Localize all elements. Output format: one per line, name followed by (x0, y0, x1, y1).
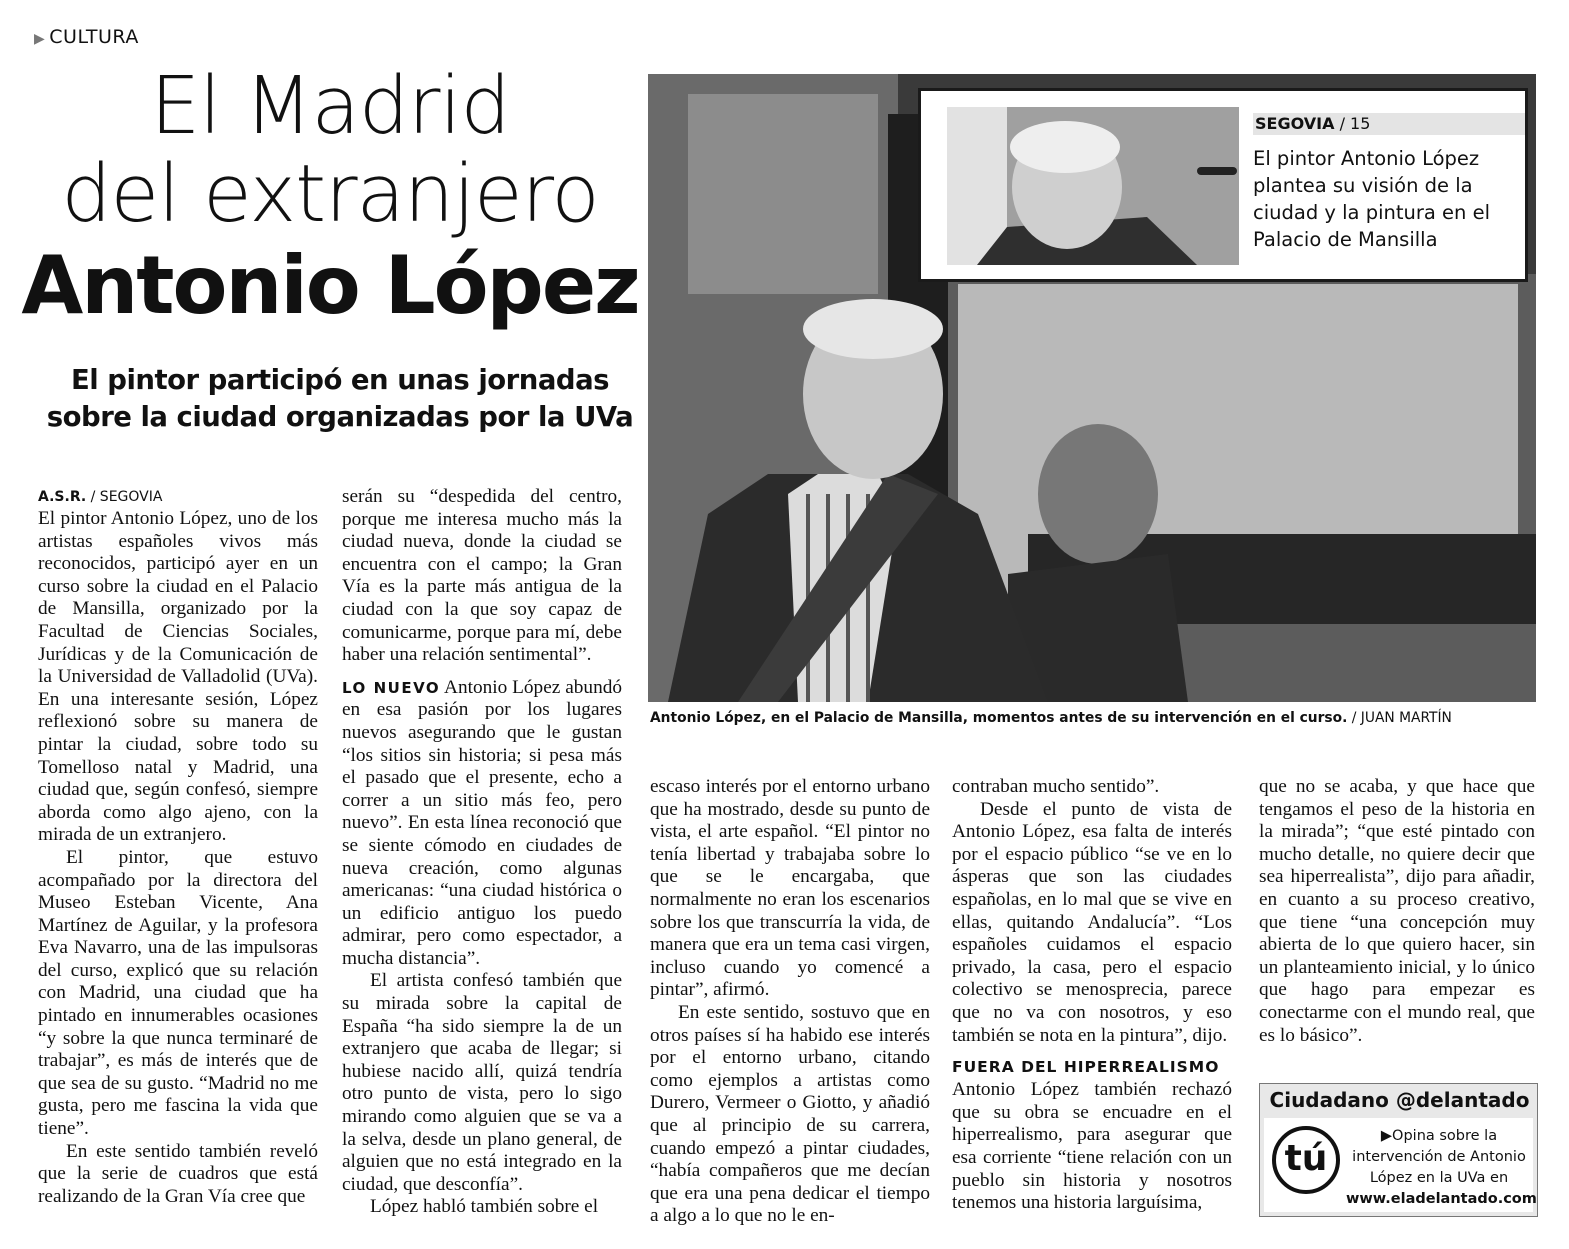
subsection-heading: FUERA DEL HIPERREALISMO (952, 1058, 1220, 1077)
headline-line-2: del extranjero (61, 148, 599, 240)
byline (38, 486, 318, 508)
article-column-5 (1259, 776, 1535, 1047)
headline-line-3: Antonio López (21, 239, 639, 332)
headline-line-1: El Madrid (150, 60, 510, 152)
paragraph: El pintor Antonio López, uno de los artistas españoles vivos más reconocidos, participó ayer en un curso sobre la ciudad en el Palacio de Mansilla, organizado por la Facultad de Ciencias Sociales, Jurídicas y de la Comunicación de la Universidad de Valladolid (UVa). En una interesante sesión, López reflexionó sobre su manera de pintar la ciudad, sobre todo su Tomelloso natal y Madrid, una ciudad que, según confesó, siempre aborda como algo ajeno, con la mirada de un extranjero. (38, 508, 318, 846)
paragraph: En este sentido también reveló que la serie de cuadros que está realizando de la Gran Vía cree que (38, 1140, 318, 1207)
paragraph: serán su “despedida del centro, porque me interesa mucho más la ciudad nueva, donde la ciudad se encuentra con el campo; la Gran Vía es la parte más antigua de la ciudad con la que soy capaz de comunicarme, porque para mí, debe haber una relación sentimental”. (342, 486, 622, 666)
paragraph: Antonio López también rechazó que su obra se encuadre en el hiperrealismo, para asegurar que esa corriente “tiene relación con un pueblo sin historia y nosotros tenemos una historia larguísima, (952, 1079, 1232, 1214)
section-label: ▶ CULTURA (34, 26, 139, 48)
photo-caption: Antonio López, en el Palacio de Mansilla, momentos antes de su intervención en el curso. / JUAN MARTÍN (650, 710, 1452, 726)
paragraph: LO NUEVO Antonio López abundó en esa pasión por los lugares nuevos asegurando que le gustan “los sitios sin historia; si pesa más el pasado que el presente, echo a correr a un sitio más feo, pero nuevo”. En esta línea reconoció que se siente cómodo en ciudades de nueva creación, como algunas americanas: “una ciudad histórica o un edificio antiguo los puedo admirar, pero como espectador, a mucha distancia”. (342, 676, 622, 969)
promo-title: Ciudadano @delantado (1269, 1088, 1530, 1112)
reader-promo-box[interactable] (1259, 1083, 1538, 1217)
teaser-section-header: SEGOVIA / 15 (1253, 113, 1525, 135)
paragraph: El pintor, que estuvo acompañado por la directora del Museo Esteban Vicente, Ana Martínez de Aguilar, y la profesora Eva Navarro, una de las impulsoras del curso, explicó que su relación con Madrid, una ciudad que ha pintado en innumerables ocasiones “y sobre la que nunca terminaré de trabajar”, es más de interés que de que sea de su gusto. “Madrid no me gusta, pero me fascina la vida que tiene”. (38, 846, 318, 1140)
article-column-1 (38, 486, 318, 1208)
article-column-3 (650, 776, 930, 1228)
promo-url-link[interactable]: www.eladelantado.com (1346, 1191, 1537, 1207)
promo-text: ▶Opina sobre la intervención de Antonio López en la UVa en www.eladelantado.com (1346, 1128, 1537, 1207)
byline-place: / SEGOVIA (86, 489, 163, 505)
paragraph: contraban mucho sentido”. (952, 776, 1160, 797)
paragraph: López habló también sobre el (370, 1196, 599, 1218)
lead-in: LO NUEVO (342, 678, 441, 697)
promo-body (1264, 1118, 1537, 1212)
photo-credit: / JUAN MARTÍN (1347, 710, 1452, 726)
teaser-text: El pintor Antonio López plantea su visión de la ciudad y la pintura en el Palacio de Mansilla (1253, 147, 1490, 251)
teaser-illustration (947, 107, 1239, 265)
headline (20, 62, 640, 334)
paragraph: que no se acaba, y que hace que tengamos el peso de la historia en la mirada”; “que esté pintado con mucho detalle, no quiere decir que sea hiperrealista”, dijo para añadir, en cuanto a su proceso creativo, que tiene “una concepción muy abierta de lo que quiero hacer, sin un planteamiento inicial, y lo único que hago para empezar es conectarme con el mundo real, que es lo básico”. (1259, 776, 1535, 1046)
paragraph: Desde el punto de vista de Antonio López, esa falta de interés por el espacio público “se ve en lo ásperas que son las ciudades españolas, en lo mal que se vive en ellas, quitando Andalucía”. “Los españoles cuidamos el espacio privado, la casa, pero el espacio colectivo se menosprecia, parece que no va con nosotros, y eso también se nota en la pintura”, dijo. (952, 798, 1232, 1046)
article-column-2 (342, 486, 622, 1219)
play-arrow-icon: ▶ (1380, 1128, 1393, 1144)
triangle-icon: ▶ (34, 31, 46, 47)
cross-reference-box[interactable] (918, 88, 1528, 282)
subheadline: El pintor participó en unas jornadas sobre la ciudad organizadas por la UVa (46, 364, 634, 433)
paragraph: En este sentido, sostuvo que en otros países sí ha habido ese interés por el entorno urbano, citando como ejemplos a artistas como Durero, Vermeer o Giotto, y añadió que al principio de su carrera, cuando empezó a pintar ciudades, “había compañeros que me decían que era una pena dedicar el tiempo a algo a lo que no le en- (650, 1001, 930, 1227)
byline-author: A.S.R. (38, 489, 87, 505)
tu-logo-icon: tú (1272, 1126, 1340, 1194)
teaser-photo (947, 107, 1239, 265)
paragraph: escaso interés por el entorno urbano que ha mostrado, desde su punto de vista, el arte español. “El pintor no tenía libertad y trabajaba sobre lo que se le encargaba, que normalmente no eran los escenarios sobre los que transcurría la vida, de manera que era un tema casi virgen, incluso cuando yo comencé a pintar”, afirmó. (650, 776, 930, 1001)
article-column-4 (952, 776, 1232, 1215)
paragraph: El artista confesó también que su mirada sobre la capital de España “ha sido siempre la de un extranjero que acaba de llegar; si hubiese nacido allí, quizá tendría otro punto de vista, pero lo sigo mirando como alguien que se va a la selva, desde un plano general, de alguien que no está integrado en la ciudad, que desconfía”. (342, 970, 622, 1195)
